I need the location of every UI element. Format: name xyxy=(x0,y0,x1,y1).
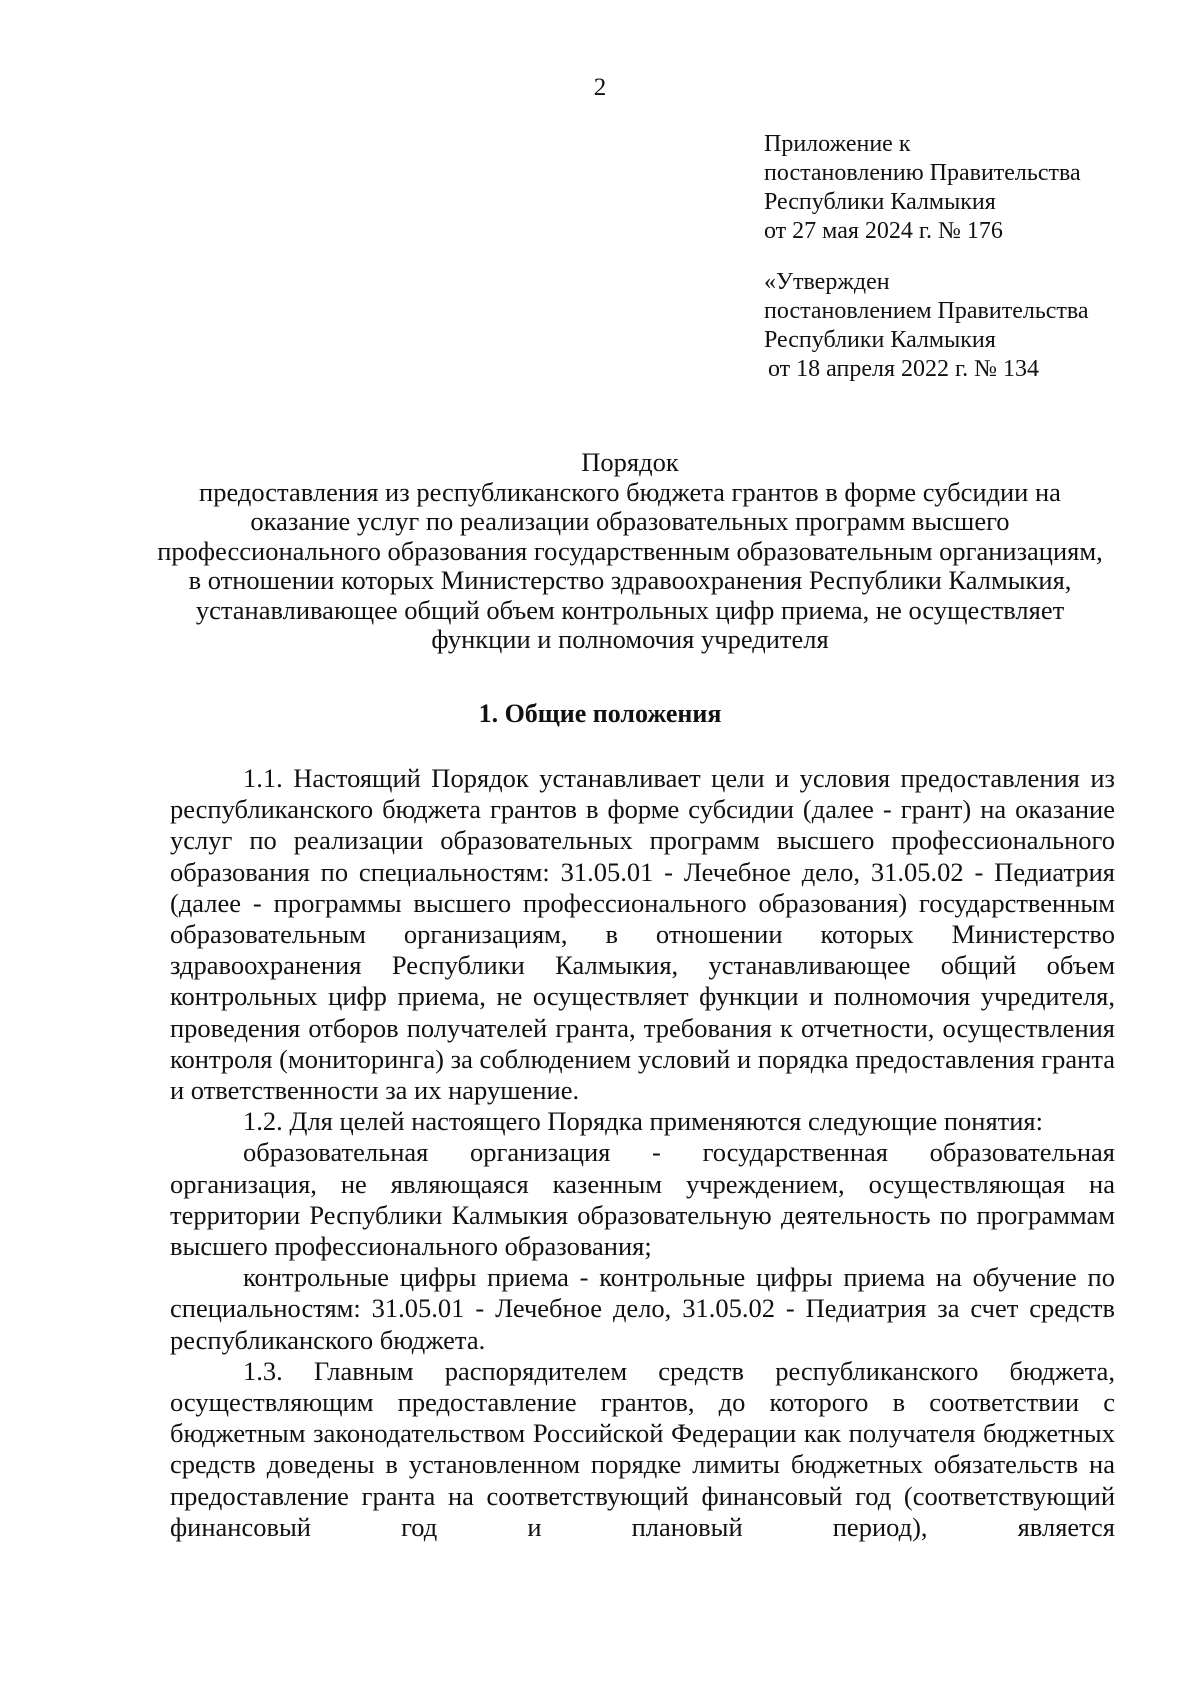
annex-line: Республики Калмыкия xyxy=(764,189,996,215)
approved-line: Республики Калмыкия xyxy=(764,327,996,353)
approved-line: от 18 апреля 2022 г. № 134 xyxy=(768,356,1040,382)
page-number: 2 xyxy=(593,74,607,101)
annex-line: постановлению Правительства xyxy=(764,160,1081,186)
approved-block xyxy=(764,268,1089,384)
section-body xyxy=(170,763,1115,1543)
title-subtitle: предоставления из республиканского бюджета грантов в форме субсидии на оказание услуг по реализации образовательных программ высшего профессионального образования государственным образовательным организациям, в отношении которых Министерство здравоохранения Республики Калмыкия, устанавливающее общий объем контрольных цифр приема, не осуществляет функции и полномочия учредителя xyxy=(157,476,1103,654)
annex-line: Приложение к xyxy=(764,131,911,157)
paragraph: образовательная организация - государственная образовательная организация, не являющаяся казенным учреждением, осуществляющая на территории Республики Калмыкия образовательную деятельность по программам высшего профессионального образования; xyxy=(170,1137,1115,1262)
paragraph: 1.1. Настоящий Порядок устанавливает цели и условия предоставления из республиканского бюджета грантов в форме субсидии (далее - грант) на оказание услуг по реализации образовательных программ высшего профессионального образования по специальностям: 31.05.01 - Лечебное дело, 31.05.02 - Педиатрия (далее - программы высшего профессионального образования) государственным образовательным организациям, в отношении которых Министерство здравоохранения Республики Калмыкия, устанавливающее общий объем контрольных цифр приема, не осуществляет функции и полномочия учредителя, проведения отборов получателей гранта, требования к отчетности, осуществления контроля (мониторинга) за соблюдением условий и порядка предоставления гранта и ответственности за их нарушение. xyxy=(170,763,1115,1106)
paragraph: контрольные цифры приема - контрольные цифры приема на обучение по специальностям: 31.05.01 - Лечебное дело, 31.05.02 - Педиатрия за счет средств республиканского бюджета. xyxy=(170,1262,1115,1355)
annex-block xyxy=(764,130,1081,246)
approved-line: постановлением Правительства xyxy=(764,298,1089,324)
title-heading: Порядок xyxy=(581,447,679,477)
annex-line: от 27 мая 2024 г. № 176 xyxy=(764,218,1003,244)
section-heading: 1. Общие положения xyxy=(478,699,722,728)
approved-line: «Утвержден xyxy=(764,269,890,295)
paragraph: 1.2. Для целей настоящего Порядка применяются следующие понятия: xyxy=(243,1106,1043,1137)
document-title xyxy=(150,448,1110,655)
paragraph: 1.3. Главным распорядителем средств республиканского бюджета, осуществляющим предоставление грантов, до которого в соответствии с бюджетным законодательством Российской Федерации как получателя бюджетных средств доведены в установленном порядке лимиты бюджетных обязательств на предоставление гранта на соответствующий финансовый год (соответствующий финансовый год и плановый период), является xyxy=(170,1355,1115,1542)
